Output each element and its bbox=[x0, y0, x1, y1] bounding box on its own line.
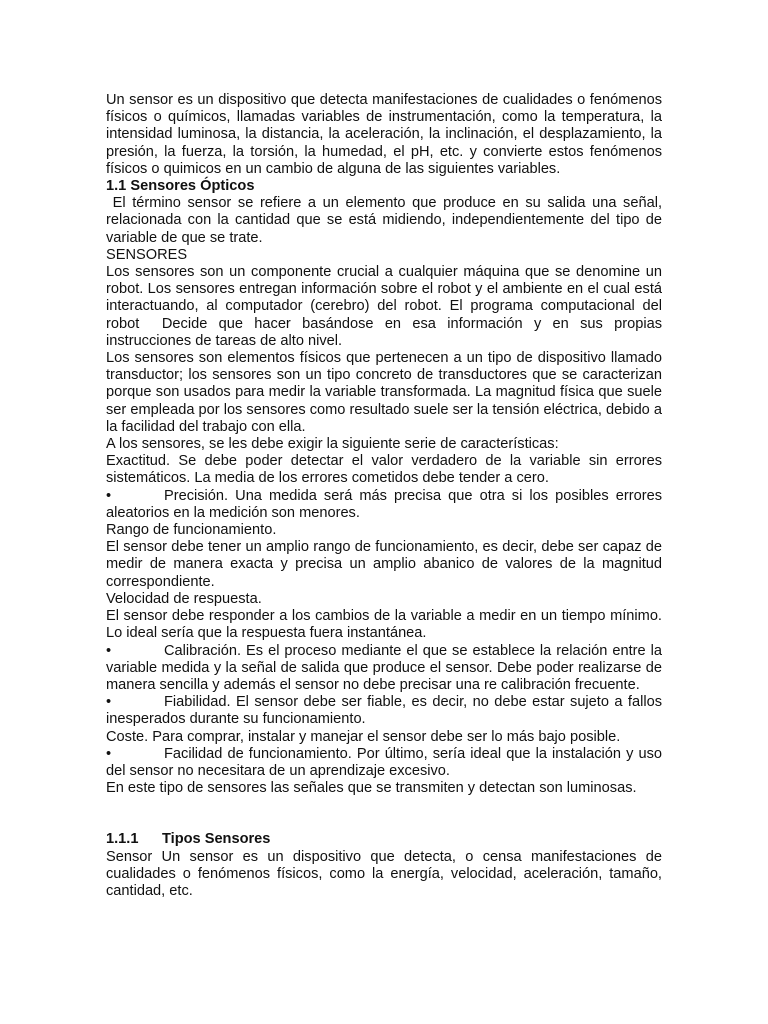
paragraph-exigir: A los sensores, se les debe exigir la siguiente serie de características: bbox=[106, 436, 559, 453]
paragraph-exactitud: Exactitud. Se debe poder detectar el valor verdadero de la variable sin errores sistemáticos. La media de los errores cometidos debe tender a cero. bbox=[106, 453, 662, 487]
paragraph-tipos: Sensor Un sensor es un dispositivo que detecta, o censa manifestaciones de cualidades o fenómenos físicos, como la energía, velocidad, aceleración, tamaño, cantidad, etc. bbox=[106, 848, 662, 899]
document-page bbox=[106, 92, 667, 900]
bullet-text: Facilidad de funcionamiento. Por último, sería ideal que la instalación y uso del sensor no necesitara de un aprendizaje excesivo. bbox=[106, 745, 662, 779]
bullet-facilidad bbox=[106, 746, 662, 780]
paragraph-termino: El término sensor se refiere a un elemento que produce en su salida una señal, relacionada con la cantidad que se está midiendo, independientemente del tipo de variable de que se trate. bbox=[106, 195, 667, 246]
paragraph-velocidad: El sensor debe responder a los cambios de la variable a medir en un tiempo mínimo. Lo ideal sería que la respuesta fuera instantánea. bbox=[106, 608, 662, 642]
velocidad-label: Velocidad de respuesta. bbox=[106, 590, 262, 607]
bullet-icon: • bbox=[106, 745, 112, 762]
paragraph-elementos: Los sensores son elementos físicos que pertenecen a un tipo de dispositivo llamado transductor; los sensores son un tipo concreto de transductores que se caracterizan porque son usados para medir la variable transformada. La magnitud física que suele ser empleada por los sensores como resultado suele ser la tensión eléctrica, debido a la facilidad del trabajo con ella. bbox=[106, 350, 662, 435]
paragraph-coste: Coste. Para comprar, instalar y manejar el sensor debe ser lo más bajo posible. bbox=[106, 728, 621, 745]
spacer bbox=[106, 797, 662, 831]
bullet-text: Calibración. Es el proceso mediante el que se establece la relación entre la variable medida y la señal de salida que produce el sensor. Debe poder realizarse de manera sencilla y además el sensor no debe precisar una re calibración frecuente. bbox=[106, 642, 662, 693]
bullet-fiabilidad bbox=[106, 694, 662, 728]
paragraph-componente: Los sensores son un componente crucial a cualquier máquina que se denomine un robot. Los sensores entregan información sobre el robot y el ambiente en el cual está interactuando, al computador (cerebro) del robot. El programa computacional del robot Decide que hacer basándose en esa información y en sus propias instrucciones de tareas de alto nivel. bbox=[106, 264, 667, 349]
paragraph-rango: El sensor debe tener un amplio rango de funcionamiento, es decir, debe ser capaz de medir de manera exacta y precisa un amplio abanico de valores de la magnitud correspondiente. bbox=[106, 539, 662, 590]
sensores-label: SENSORES bbox=[106, 246, 188, 263]
rango-label: Rango de funcionamiento. bbox=[106, 522, 277, 539]
section-heading-sensores-opticos: 1.1 Sensores Ópticos bbox=[106, 178, 255, 195]
bullet-calibracion bbox=[106, 643, 662, 695]
bullet-text: Precisión. Una medida será más precisa que otra si los posibles errores aleatorios en la medición son menores. bbox=[106, 487, 662, 521]
section-number: 1.1.1 bbox=[106, 831, 139, 848]
bullet-icon: • bbox=[106, 487, 112, 504]
bullet-text: Fiabilidad. El sensor debe ser fiable, es decir, no debe estar sujeto a fallos inesperados durante su funcionamiento. bbox=[106, 694, 662, 728]
bullet-icon: • bbox=[106, 642, 112, 659]
section-heading-tipos-sensores bbox=[106, 831, 662, 848]
paragraph-luminosas: En este tipo de sensores las señales que se transmiten y detectan son luminosas. bbox=[106, 780, 637, 797]
bullet-precision bbox=[106, 488, 662, 522]
section-title: Tipos Sensores bbox=[162, 831, 271, 848]
intro-paragraph: Un sensor es un dispositivo que detecta manifestaciones de cualidades o fenómenos físicos o químicos, llamadas variables de instrumentación, como la temperatura, la intensidad luminosa, la distancia, la aceleración, la inclinación, el desplazamiento, la presión, la fuerza, la torsión, la humedad, el pH, etc. y convierte estos fenómenos físicos o quimicos en un cambio de alguna de las siguientes variables. bbox=[106, 92, 662, 177]
bullet-icon: • bbox=[106, 694, 112, 711]
